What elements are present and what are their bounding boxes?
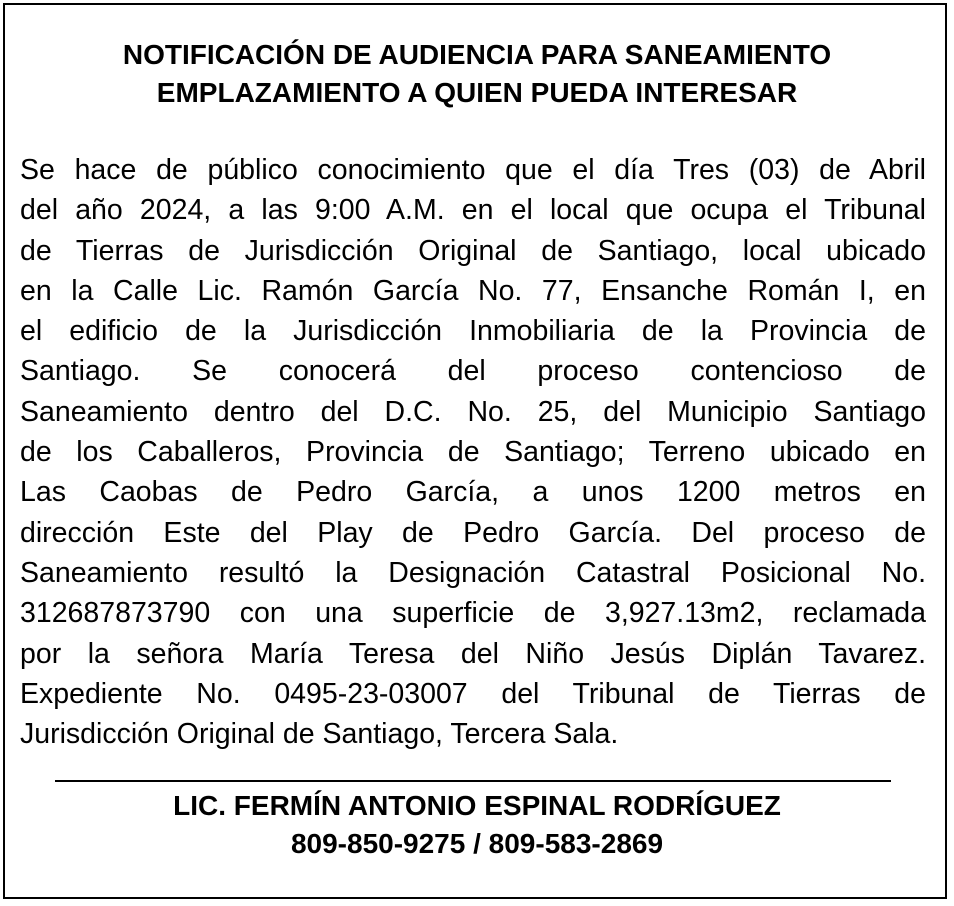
notice-title-line-2: EMPLAZAMIENTO A QUIEN PUEDA INTERESAR — [156, 77, 798, 108]
body-line: Saneamiento resultó la Designación Catastral Posicional No. — [20, 556, 926, 589]
body-line: del año 2024, a las 9:00 A.M. en el local que ocupa el Tribunal — [20, 194, 926, 227]
signature-divider — [55, 780, 891, 782]
body-line: Las Caobas de Pedro García, a unos 1200 metros en — [20, 476, 926, 509]
body-line: de Tierras de Jurisdicción Original de Santiago, local ubicado — [20, 234, 926, 267]
body-line: Saneamiento dentro del D.C. No. 25, del Municipio Santiago — [20, 395, 926, 428]
notice-title — [0, 36, 954, 112]
body-line: de los Caballeros, Provincia de Santiago; Terreno ubicado en — [20, 436, 926, 469]
body-line: el edificio de la Jurisdicción Inmobiliaria de la Provincia de — [20, 315, 926, 348]
body-line: dirección Este del Play de Pedro García. Del proceso de — [20, 516, 926, 549]
body-line: por la señora María Teresa del Niño Jesús Diplán Tavarez. — [20, 637, 926, 670]
signature-phones: 809-850-9275 / 809-583-2869 — [290, 828, 664, 859]
body-line: Jurisdicción Original de Santiago, Tercera Sala. — [20, 718, 619, 751]
body-line: Se hace de público conocimiento que el día Tres (03) de Abril — [20, 154, 926, 186]
notice-body — [20, 150, 926, 754]
notice-title-line-1: NOTIFICACIÓN DE AUDIENCIA PARA SANEAMIENTO — [122, 39, 832, 70]
body-line: Expediente No. 0495-23-03007 del Tribunal de Tierras de — [20, 677, 926, 710]
body-line: en la Calle Lic. Ramón García No. 77, Ensanche Román I, en — [20, 274, 926, 307]
body-line: Santiago. Se conocerá del proceso contencioso de — [20, 355, 926, 388]
signature-name: LIC. FERMÍN ANTONIO ESPINAL RODRÍGUEZ — [173, 790, 781, 821]
signature-block — [0, 787, 954, 863]
body-line: 312687873790 con una superficie de 3,927.13m2, reclamada — [20, 597, 926, 630]
